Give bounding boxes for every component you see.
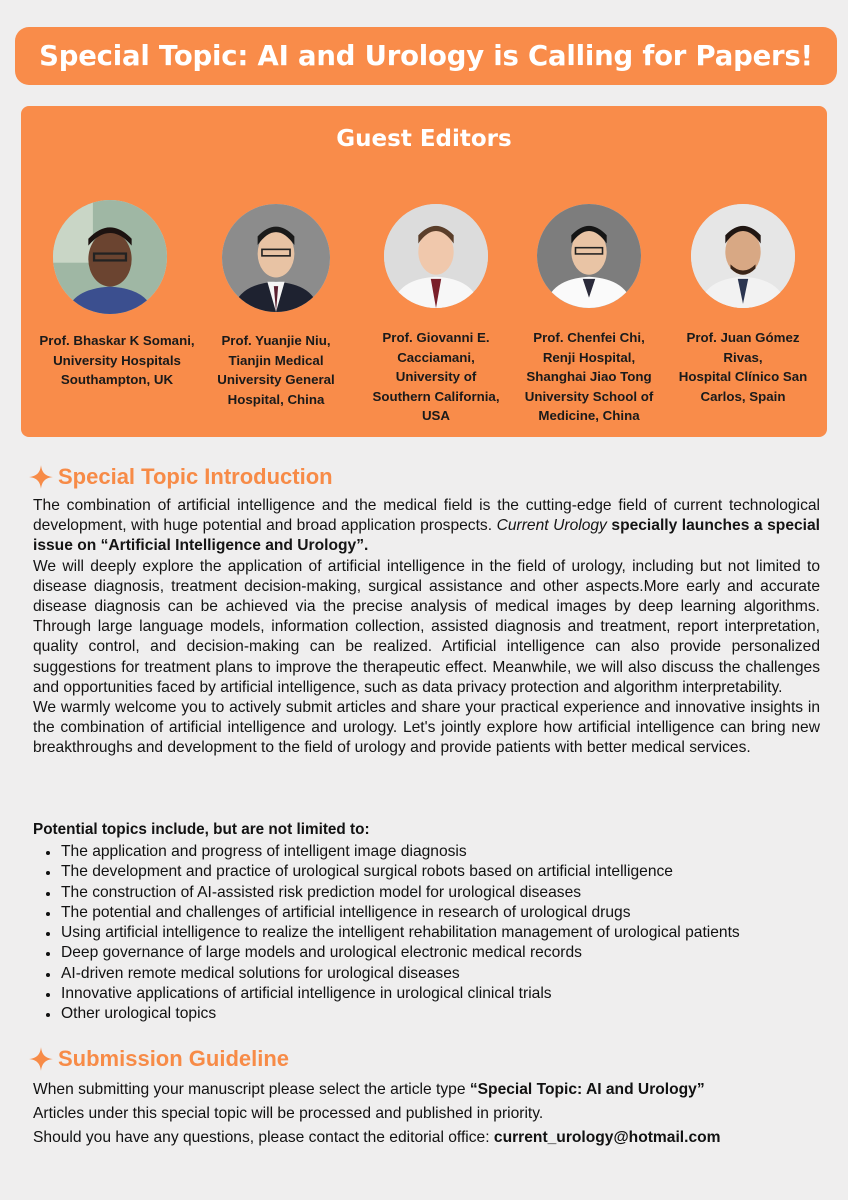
list-item: The application and progress of intelligent image diagnosis bbox=[33, 842, 740, 862]
sparkle-icon bbox=[28, 464, 54, 490]
list-item: The construction of AI-assisted risk prediction model for urological diseases bbox=[33, 883, 740, 903]
guest-editors-panel bbox=[21, 106, 827, 437]
list-item: The potential and challenges of artificial intelligence in research of urological drugs bbox=[33, 903, 740, 923]
sparkle-icon bbox=[28, 1046, 54, 1072]
editor-photo-avatar bbox=[222, 204, 330, 312]
contact-email[interactable]: current_urology@hotmail.com bbox=[493, 1129, 721, 1146]
editor-name: Prof. Bhaskar K Somani, University Hospitals Southampton, UK bbox=[39, 333, 195, 387]
editor-name: Prof. Giovanni E. Cacciamani, University of Southern California, USA bbox=[372, 330, 500, 423]
list-item: The development and practice of urological surgical robots based on artificial intelligence bbox=[33, 862, 740, 882]
topics-list bbox=[33, 842, 740, 1025]
page-title: Special Topic: AI and Urology is Calling for Papers! bbox=[15, 27, 837, 85]
submission-line-1: When submitting your manuscript please select the article type “Special Topic: AI and Urology” bbox=[33, 1081, 705, 1098]
intro-paragraph-2: We will deeply explore the application of artificial intelligence in the field of urology, including but not limited to disease diagnosis, treatment decision-making, surgical assistance and other aspects.More early and accurate disease diagnosis can be achieved via the precise analysis of medical images by deep learning algorithms. Through large language models, information collection, assisted diagnosis and treatment, report interpretation, quality control, and decision-making can be realized. Artificial intelligence can also provide personalized suggestions for treatment plans to improve the therapeutic effect. Meanwhile, we will also discuss the challenges and opportunities faced by artificial intelligence, such as data privacy protection and algorithm interpretability. bbox=[33, 557, 820, 696]
editor-photo-avatar bbox=[537, 204, 641, 308]
editor-photo-avatar bbox=[691, 204, 795, 308]
submission-line-3: Should you have any questions, please contact the editorial office: current_urology@hotmail.com bbox=[33, 1129, 721, 1146]
editor-name: Prof. Yuanjie Niu, Tianjin Medical University General Hospital, China bbox=[217, 333, 335, 407]
editor-photo-avatar bbox=[384, 204, 488, 308]
editor-name: Prof. Chenfei Chi, Renji Hospital, Shanghai Jiao Tong University School of Medicine, China bbox=[524, 330, 654, 423]
list-item: Innovative applications of artificial intelligence in urological clinical trials bbox=[33, 984, 740, 1004]
submission-line-2: Articles under this special topic will be processed and published in priority. bbox=[33, 1105, 544, 1122]
submission-heading: Submission Guideline bbox=[28, 1046, 289, 1072]
intro-paragraph-1: The combination of artificial intelligence and the medical field is the cutting-edge field of current technological development, with huge potential and broad application prospects. Current Urology specially launches a special issue on “Artificial Intelligence and Urology”. bbox=[33, 497, 820, 555]
list-item: Using artificial intelligence to realize the intelligent rehabilitation management of urological patients bbox=[33, 923, 740, 943]
guest-editors-heading: Guest Editors bbox=[336, 126, 512, 152]
list-item: Other urological topics bbox=[33, 1004, 740, 1024]
editor-photo-avatar bbox=[53, 200, 167, 314]
list-item: Deep governance of large models and urological electronic medical records bbox=[33, 943, 740, 963]
list-item: AI-driven remote medical solutions for urological diseases bbox=[33, 964, 740, 984]
introduction-body bbox=[33, 496, 820, 759]
intro-paragraph-3: We warmly welcome you to actively submit articles and share your practical experience and innovative insights in the combination of artificial intelligence and urology. Let's jointly explore how artificial intelligence can bring new breakthroughs and development to the field of urology and provide patients with better medical services. bbox=[33, 699, 820, 757]
introduction-heading: Special Topic Introduction bbox=[28, 464, 333, 490]
editor-name: Prof. Juan Gómez Rivas, Hospital Clínico San Carlos, Spain bbox=[678, 330, 808, 404]
topics-label: Potential topics include, but are not limited to: bbox=[33, 821, 370, 838]
